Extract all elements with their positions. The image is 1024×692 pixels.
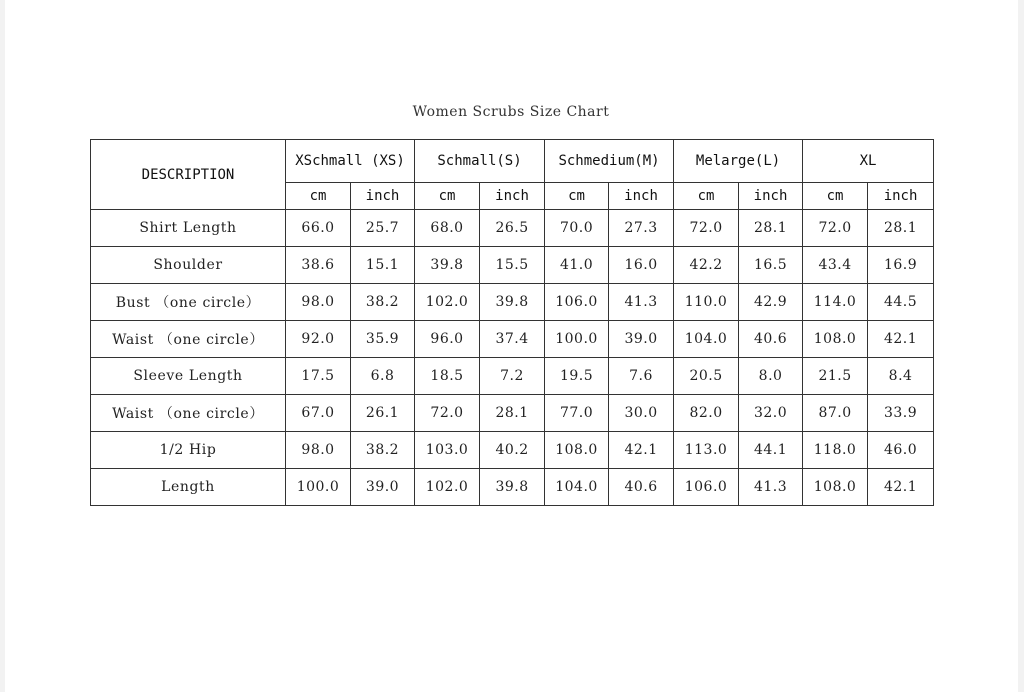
value-cell: 28.1 bbox=[868, 210, 934, 247]
value-cell: 38.2 bbox=[351, 432, 415, 469]
value-cell: 40.6 bbox=[609, 469, 674, 506]
value-cell: 28.1 bbox=[739, 210, 803, 247]
unit-header-inch: inch bbox=[480, 183, 545, 210]
value-cell: 103.0 bbox=[415, 432, 480, 469]
value-cell: 100.0 bbox=[545, 321, 609, 358]
value-cell: 25.7 bbox=[351, 210, 415, 247]
description-header: DESCRIPTION bbox=[91, 140, 286, 210]
value-cell: 108.0 bbox=[803, 321, 868, 358]
table-row bbox=[91, 432, 934, 469]
row-label: Waist （one circle） bbox=[91, 321, 286, 358]
table-row bbox=[91, 321, 934, 358]
size-header: Melarge(L) bbox=[674, 140, 803, 183]
value-cell: 82.0 bbox=[674, 395, 739, 432]
row-label: Length bbox=[91, 469, 286, 506]
value-cell: 15.5 bbox=[480, 247, 545, 284]
value-cell: 39.8 bbox=[480, 284, 545, 321]
size-table-body bbox=[91, 140, 934, 506]
value-cell: 16.5 bbox=[739, 247, 803, 284]
value-cell: 39.0 bbox=[609, 321, 674, 358]
value-cell: 113.0 bbox=[674, 432, 739, 469]
size-header: Schmall(S) bbox=[415, 140, 545, 183]
value-cell: 38.6 bbox=[286, 247, 351, 284]
value-cell: 30.0 bbox=[609, 395, 674, 432]
unit-header-cm: cm bbox=[286, 183, 351, 210]
value-cell: 44.1 bbox=[739, 432, 803, 469]
value-cell: 104.0 bbox=[545, 469, 609, 506]
unit-header-cm: cm bbox=[415, 183, 480, 210]
value-cell: 28.1 bbox=[480, 395, 545, 432]
value-cell: 26.1 bbox=[351, 395, 415, 432]
table-row bbox=[91, 358, 934, 395]
unit-header-inch: inch bbox=[868, 183, 934, 210]
row-label: Shirt Length bbox=[91, 210, 286, 247]
value-cell: 67.0 bbox=[286, 395, 351, 432]
value-cell: 102.0 bbox=[415, 284, 480, 321]
value-cell: 98.0 bbox=[286, 432, 351, 469]
row-label: Bust （one circle） bbox=[91, 284, 286, 321]
value-cell: 72.0 bbox=[674, 210, 739, 247]
value-cell: 41.0 bbox=[545, 247, 609, 284]
table-row bbox=[91, 284, 934, 321]
unit-header-inch: inch bbox=[351, 183, 415, 210]
value-cell: 15.1 bbox=[351, 247, 415, 284]
row-label: 1/2 Hip bbox=[91, 432, 286, 469]
value-cell: 39.0 bbox=[351, 469, 415, 506]
value-cell: 114.0 bbox=[803, 284, 868, 321]
value-cell: 26.5 bbox=[480, 210, 545, 247]
value-cell: 20.5 bbox=[674, 358, 739, 395]
value-cell: 17.5 bbox=[286, 358, 351, 395]
value-cell: 33.9 bbox=[868, 395, 934, 432]
value-cell: 44.5 bbox=[868, 284, 934, 321]
header-row-sizes bbox=[91, 140, 934, 183]
value-cell: 70.0 bbox=[545, 210, 609, 247]
value-cell: 72.0 bbox=[415, 395, 480, 432]
value-cell: 18.5 bbox=[415, 358, 480, 395]
value-cell: 104.0 bbox=[674, 321, 739, 358]
value-cell: 108.0 bbox=[545, 432, 609, 469]
row-label: Waist （one circle） bbox=[91, 395, 286, 432]
table-row bbox=[91, 395, 934, 432]
unit-header-inch: inch bbox=[739, 183, 803, 210]
value-cell: 108.0 bbox=[803, 469, 868, 506]
value-cell: 46.0 bbox=[868, 432, 934, 469]
value-cell: 106.0 bbox=[545, 284, 609, 321]
value-cell: 92.0 bbox=[286, 321, 351, 358]
value-cell: 42.9 bbox=[739, 284, 803, 321]
value-cell: 40.6 bbox=[739, 321, 803, 358]
size-header: Schmedium(M) bbox=[545, 140, 674, 183]
value-cell: 43.4 bbox=[803, 247, 868, 284]
value-cell: 98.0 bbox=[286, 284, 351, 321]
value-cell: 8.4 bbox=[868, 358, 934, 395]
value-cell: 72.0 bbox=[803, 210, 868, 247]
size-header: XSchmall (XS) bbox=[286, 140, 415, 183]
size-chart-table bbox=[90, 139, 934, 506]
value-cell: 42.2 bbox=[674, 247, 739, 284]
size-header: XL bbox=[803, 140, 934, 183]
value-cell: 66.0 bbox=[286, 210, 351, 247]
value-cell: 32.0 bbox=[739, 395, 803, 432]
value-cell: 41.3 bbox=[609, 284, 674, 321]
value-cell: 37.4 bbox=[480, 321, 545, 358]
value-cell: 42.1 bbox=[868, 469, 934, 506]
value-cell: 7.2 bbox=[480, 358, 545, 395]
value-cell: 42.1 bbox=[868, 321, 934, 358]
value-cell: 16.9 bbox=[868, 247, 934, 284]
value-cell: 16.0 bbox=[609, 247, 674, 284]
value-cell: 42.1 bbox=[609, 432, 674, 469]
value-cell: 106.0 bbox=[674, 469, 739, 506]
value-cell: 6.8 bbox=[351, 358, 415, 395]
value-cell: 100.0 bbox=[286, 469, 351, 506]
value-cell: 7.6 bbox=[609, 358, 674, 395]
value-cell: 96.0 bbox=[415, 321, 480, 358]
table-row bbox=[91, 469, 934, 506]
value-cell: 39.8 bbox=[480, 469, 545, 506]
value-cell: 27.3 bbox=[609, 210, 674, 247]
row-label: Sleeve Length bbox=[91, 358, 286, 395]
value-cell: 38.2 bbox=[351, 284, 415, 321]
value-cell: 77.0 bbox=[545, 395, 609, 432]
value-cell: 102.0 bbox=[415, 469, 480, 506]
unit-header-inch: inch bbox=[609, 183, 674, 210]
value-cell: 87.0 bbox=[803, 395, 868, 432]
value-cell: 41.3 bbox=[739, 469, 803, 506]
unit-header-cm: cm bbox=[545, 183, 609, 210]
unit-header-cm: cm bbox=[803, 183, 868, 210]
value-cell: 8.0 bbox=[739, 358, 803, 395]
unit-header-cm: cm bbox=[674, 183, 739, 210]
row-label: Shoulder bbox=[91, 247, 286, 284]
table-row bbox=[91, 247, 934, 284]
value-cell: 118.0 bbox=[803, 432, 868, 469]
value-cell: 19.5 bbox=[545, 358, 609, 395]
value-cell: 35.9 bbox=[351, 321, 415, 358]
value-cell: 68.0 bbox=[415, 210, 480, 247]
table-row bbox=[91, 210, 934, 247]
value-cell: 39.8 bbox=[415, 247, 480, 284]
value-cell: 110.0 bbox=[674, 284, 739, 321]
value-cell: 21.5 bbox=[803, 358, 868, 395]
chart-title: Women Scrubs Size Chart bbox=[412, 104, 610, 120]
value-cell: 40.2 bbox=[480, 432, 545, 469]
